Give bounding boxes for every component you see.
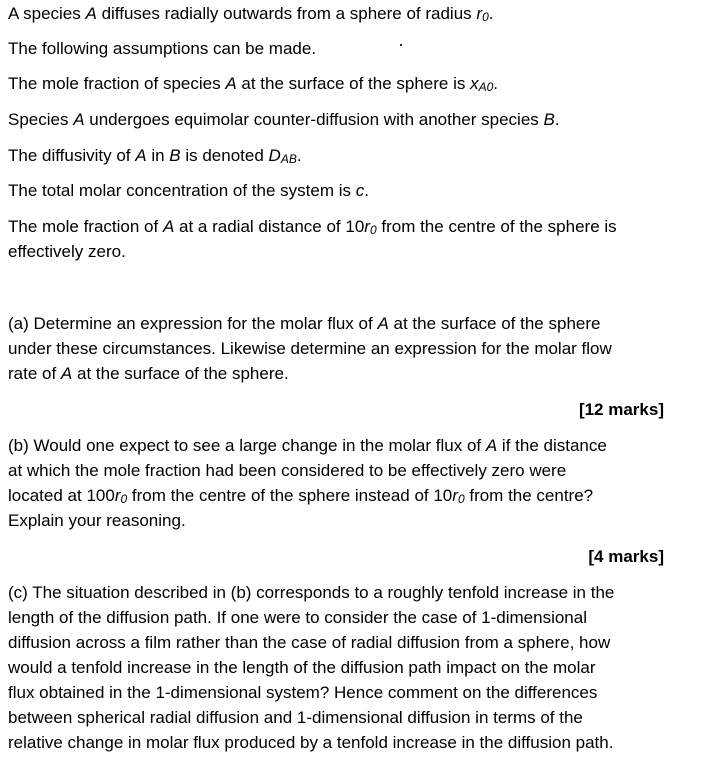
species-b: B	[169, 146, 181, 165]
part-a-line-3	[8, 364, 289, 384]
part-b-line-4	[8, 511, 186, 531]
part-b-marks: [4 marks]	[588, 547, 664, 566]
species-a: A	[135, 146, 147, 165]
diffusivity-symbol: D	[268, 146, 281, 165]
radius-symbol: r	[114, 486, 121, 505]
subscript: AB	[280, 152, 297, 166]
part-b-line-2	[8, 461, 566, 481]
part-b-line-3	[8, 486, 593, 507]
text: The mole fraction of species	[8, 74, 226, 93]
part-a-line-2	[8, 339, 612, 359]
intro-line-7	[8, 217, 617, 238]
text: from the centre?	[464, 486, 594, 505]
text: located at 100	[8, 486, 115, 505]
species-a: A	[60, 364, 73, 383]
radius-symbol: r	[364, 217, 370, 236]
subscript: 0	[457, 492, 465, 506]
text: undergoes equimolar counter-diffusion with another species	[84, 110, 544, 129]
subscript: A0	[478, 80, 494, 94]
part-c-line: between spherical radial diffusion and 1-dimensional diffusion in terms of the	[8, 708, 583, 727]
text: in	[146, 146, 170, 165]
species-b: B	[543, 110, 555, 129]
part-c-line: diffusion across a film rather than the case of radial diffusion from a sphere, how	[8, 633, 611, 652]
text: from the centre of the sphere is	[376, 217, 617, 236]
part-c-line: relative change in molar flux produced by a tenfold increase in the diffusion path.	[8, 733, 614, 752]
text: at the surface of the sphere.	[72, 364, 289, 383]
subscript: 0	[369, 223, 377, 237]
text: The total molar concentration of the system is	[8, 181, 356, 200]
intro-line-6	[8, 181, 369, 201]
text: (b) Would one expect to see a large change in the molar flux of	[8, 436, 486, 455]
part-b-line-1	[8, 436, 607, 456]
text: The following assumptions can be made.	[8, 39, 317, 58]
radius-symbol: r	[452, 486, 458, 505]
text: if the distance	[497, 436, 607, 455]
species-a: A	[162, 217, 175, 236]
species-a: A	[485, 436, 498, 455]
species-a: A	[85, 4, 97, 23]
text: Species	[8, 110, 74, 129]
text: .	[554, 110, 560, 129]
text: is denoted	[180, 146, 269, 165]
radius-symbol: r	[476, 4, 483, 23]
text: A species	[8, 4, 86, 23]
part-c-line: would a tenfold increase in the length of the diffusion path impact on the molar	[8, 658, 596, 677]
text: .	[296, 146, 302, 165]
text: from the centre of the sphere instead of 10	[127, 486, 453, 505]
part-c-line: (c) The situation described in (b) corresponds to a roughly tenfold increase in the	[8, 583, 615, 602]
text: at the surface of the sphere is	[236, 74, 471, 93]
text: The mole fraction of	[8, 217, 163, 236]
part-c-line: flux obtained in the 1-dimensional system? Hence comment on the differences	[8, 683, 598, 702]
text: The diffusivity of	[8, 146, 136, 165]
text: .	[488, 4, 494, 23]
mole-fraction-symbol: x	[470, 74, 479, 93]
subscript: 0	[120, 492, 128, 506]
text: .	[493, 74, 499, 93]
subscript: 0	[482, 10, 489, 24]
intro-line-1	[8, 4, 493, 25]
intro-line-5	[8, 146, 302, 167]
concentration-symbol: c	[355, 181, 365, 200]
part-a-line-1	[8, 314, 600, 334]
species-a: A	[225, 74, 237, 93]
text: effectively zero.	[8, 242, 126, 261]
intro-line-8	[8, 242, 126, 262]
text: rate of	[8, 364, 61, 383]
text: .	[364, 181, 369, 200]
stray-dot	[400, 44, 402, 46]
text: at the surface of the sphere	[388, 314, 601, 333]
text: Explain your reasoning.	[8, 511, 186, 530]
text: under these circumstances. Likewise determine an expression for the molar flow	[8, 339, 612, 358]
part-c-line: length of the diffusion path. If one were to consider the case of 1-dimensional	[8, 608, 587, 627]
species-a: A	[73, 110, 85, 129]
text: (a) Determine an expression for the molar flux of	[8, 314, 378, 333]
intro-line-4	[8, 110, 560, 130]
intro-line-3	[8, 74, 498, 95]
species-a: A	[377, 314, 389, 333]
text: diffuses radially outwards from a sphere of radius	[96, 4, 477, 23]
text: at which the mole fraction had been considered to be effectively zero were	[8, 461, 567, 480]
text: at a radial distance of 10	[174, 217, 365, 236]
intro-line-2	[8, 39, 316, 59]
part-a-marks: [12 marks]	[578, 400, 664, 419]
